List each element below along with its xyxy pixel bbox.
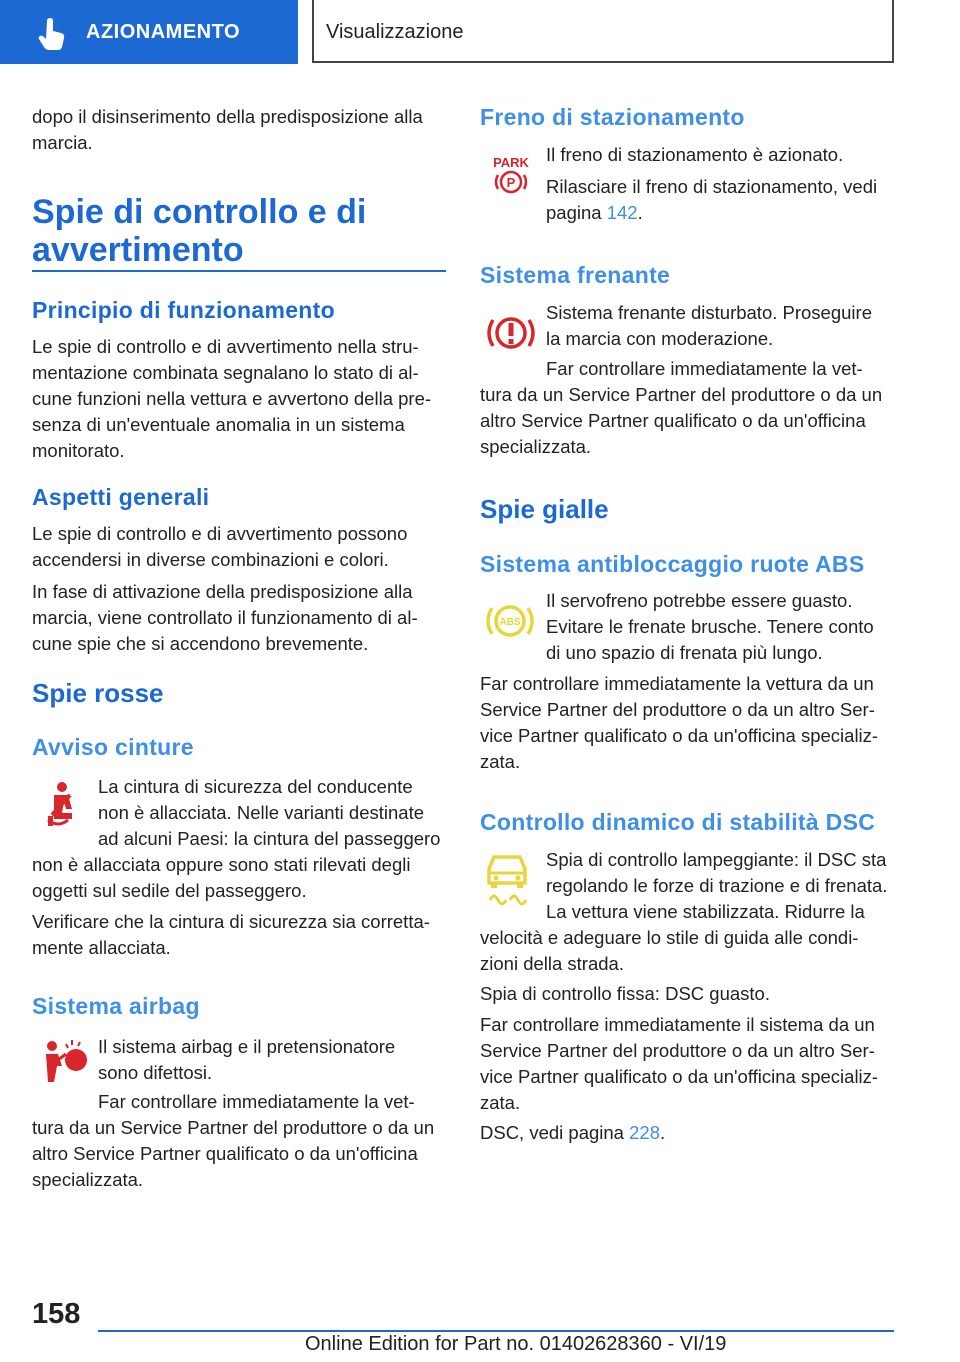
freno-text-2-suffix: .: [637, 202, 643, 223]
airbag-text-2-line-a: Far controllare immediatamente la vet-: [98, 1091, 415, 1112]
frenante-text-2-line-a: Far controllare immediatamente la vet-: [546, 358, 863, 379]
principio-text: Le spie di controllo e di avvertimento nella stru-mentazione combinata segnalano lo stato di al-cune funzioni nella vettura e avvertono della pre-senza di un'eventuale anomalia in un sistema monitorato.: [32, 336, 432, 461]
page-title: [32, 193, 446, 269]
frenante-text-2-line-b: tura da un Service Partner del produttore o da un altro Service Partner qualificato o da un'officina specializzata.: [480, 384, 883, 457]
abs-icon-label: ABS: [499, 617, 521, 628]
sistema-airbag-heading: Sistema airbag: [32, 993, 200, 1019]
airbag-warning-icon: [38, 1038, 90, 1090]
hand-pointer-icon: [38, 18, 66, 50]
page-title-line1: Spie di controllo e di: [32, 193, 367, 231]
dsc-text-4: [480, 1120, 896, 1146]
tab-azionamento[interactable]: [0, 0, 298, 64]
dsc-text-2: Spia di controllo fissa: DSC guasto.: [480, 983, 770, 1004]
title-divider: [32, 270, 446, 272]
principio-heading: Principio di funzionamento: [32, 297, 335, 323]
aspetti-text-1: Le spie di controllo e di avvertimento possono accendersi in diverse combinazioni e colori.: [32, 523, 408, 570]
freno-text-2-prefix: pagina: [546, 202, 607, 223]
airbag-text-line-b: sono difettosi.: [98, 1062, 213, 1083]
parking-brake-icon-label: PARK: [493, 155, 529, 170]
dsc-text-4-prefix: DSC, vedi pagina: [480, 1122, 630, 1143]
footer-edition: Online Edition for Part no. 01402628360 - VI/19: [305, 1333, 727, 1355]
abs-heading: Sistema antibloccaggio ruote ABS: [480, 551, 865, 577]
dsc-page-link[interactable]: 228: [629, 1122, 660, 1143]
abs-text-line-b: Evitare le frenate brusche. Tenere conto: [546, 616, 874, 637]
page-number: 158: [32, 1298, 81, 1330]
abs-text-line-c: di uno spazio di frenata più lungo.: [546, 642, 823, 663]
freno-text-2-line-a: Rilasciare il freno di stazionamento, vedi: [546, 176, 878, 197]
tab-azionamento-label: AZIONAMENTO: [86, 21, 241, 43]
spie-gialle-heading: Spie gialle: [480, 494, 609, 524]
dsc-text-line-b: regolando le forze di trazione e di frenata.: [546, 875, 888, 896]
airbag-text-2-line-b: tura da un Service Partner del produttore o da un altro Service Partner qualificato o da un'officina specializzata.: [32, 1117, 435, 1190]
frenante-text-line-a: Sistema frenante disturbato. Proseguire: [546, 302, 872, 323]
footer-divider: [98, 1330, 894, 1332]
spie-rosse-heading: Spie rosse: [32, 678, 164, 708]
airbag-text-line-a: Il sistema airbag e il pretensionatore: [98, 1036, 396, 1057]
freno-text-2-line-b: [546, 200, 896, 226]
cinture-text-line-a: La cintura di sicurezza del conducente: [98, 776, 413, 797]
abs-warning-icon: [484, 598, 536, 644]
cinture-text-2: Verificare che la cintura di sicurezza sia corretta-mente allacciata.: [32, 911, 430, 958]
dsc-text-line-d: velocità e adeguare lo stile di guida alle condi-zioni della strada.: [480, 927, 859, 974]
dsc-text-4-suffix: .: [660, 1122, 666, 1143]
cinture-text-line-d: non è allacciata oppure sono stati rilevati degli oggetti sul sedile del passeggero.: [32, 854, 411, 901]
dsc-text-line-c: La vettura viene stabilizzata. Ridurre la: [546, 901, 865, 922]
dsc-text-3: Far controllare immediatamente il sistema da un Service Partner del produttore o da un altro Ser-vice Partner qualificato o da un'officina specializ-zata.: [480, 1014, 879, 1113]
freno-text-1: Il freno di stazionamento è azionato.: [546, 144, 844, 165]
parking-brake-icon: [488, 153, 534, 195]
svg-text:P: P: [506, 175, 516, 190]
cinture-text-line-b: non è allacciata. Nelle varianti destinate: [98, 802, 424, 823]
aspetti-heading: Aspetti generali: [32, 484, 210, 510]
intro-text: dopo il disinserimento della predisposizione alla marcia.: [32, 106, 423, 153]
avviso-cinture-heading: Avviso cinture: [32, 734, 194, 760]
seatbelt-warning-icon: [40, 780, 90, 830]
dsc-stability-icon: [484, 853, 530, 907]
freno-stazionamento-heading: Freno di stazionamento: [480, 104, 745, 130]
cinture-text-line-c: ad alcuni Paesi: la cintura del passeggero: [98, 828, 441, 849]
dsc-heading: Controllo dinamico di stabilità DSC: [480, 809, 876, 835]
aspetti-text-2: In fase di attivazione della predisposizione alla marcia, viene controllato il funzionamento di al-cune spie che si accendono brevemente.: [32, 581, 418, 654]
frenante-text-line-b: la marcia con moderazione.: [546, 328, 774, 349]
tab-visualizzazione[interactable]: [312, 0, 894, 63]
freno-page-link[interactable]: 142: [606, 202, 638, 223]
page-title-line2: avvertimento: [32, 231, 244, 269]
sistema-frenante-heading: Sistema frenante: [480, 262, 671, 288]
brake-warning-icon: [486, 310, 536, 356]
abs-text-2: Far controllare immediatamente la vettura da un Service Partner del produttore o da un altro Ser-vice Partner qualificato o da un'officina specializ-zata.: [480, 673, 879, 772]
abs-text-line-a: Il servofreno potrebbe essere guasto.: [546, 590, 853, 611]
tab-visualizzazione-label: Visualizzazione: [326, 21, 464, 43]
dsc-text-line-a: Spia di controllo lampeggiante: il DSC sta: [546, 849, 887, 870]
